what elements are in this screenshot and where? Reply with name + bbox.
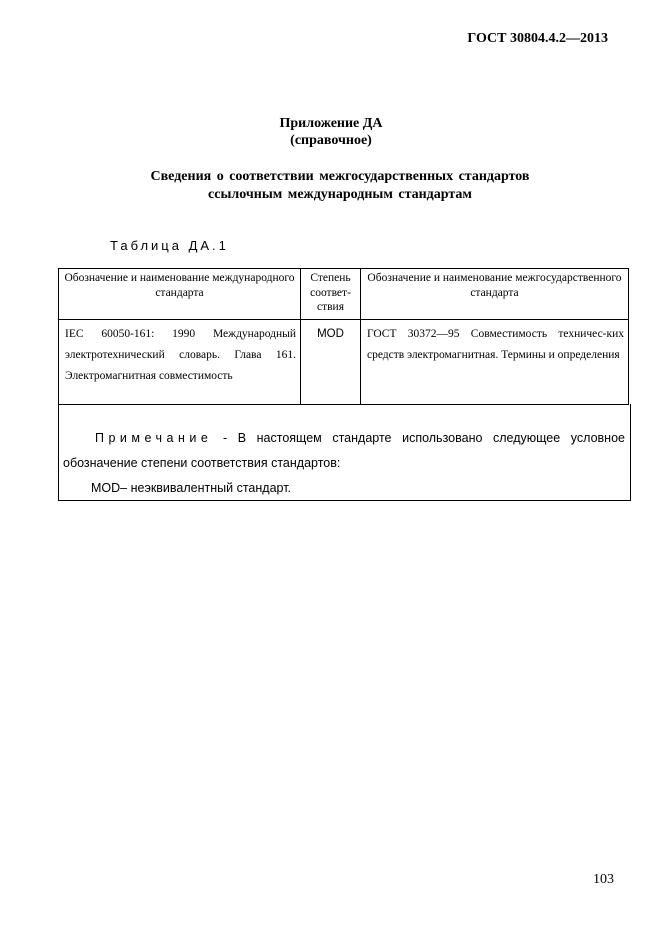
appendix-title: Приложение ДА	[279, 116, 383, 131]
page-number: 103	[593, 872, 614, 887]
header-interstate-standard: Обозначение и наименование межгосударственного стандарта	[361, 269, 629, 320]
note-mod-definition: MOD– неэквивалентный стандарт.	[91, 481, 292, 495]
cell-international-standard: IEC 60050-161: 1990 Международный электротехнический словарь. Глава 161. Электромагнитная совместимость	[59, 319, 301, 404]
correspondence-table	[58, 268, 629, 405]
appendix-subtitle	[0, 168, 662, 204]
table-row	[59, 319, 629, 404]
cell-conformity-degree: MOD	[301, 319, 361, 404]
note-label: Примечание	[95, 431, 213, 445]
appendix-title-block	[0, 115, 662, 149]
note-text: - В настоящем стандарте использовано следующее условное обозначение степени соответствия стандартов:	[63, 431, 625, 470]
header-conformity-degree: Степень соответ-ствия	[301, 269, 361, 320]
cell-interstate-standard: ГОСТ 30372—95 Совместимость техничес-ких средств электромагнитная. Термины и определения	[361, 319, 629, 404]
appendix-kind: (справочное)	[290, 133, 372, 148]
note-paragraph	[63, 426, 625, 476]
document-code: ГОСТ 30804.4.2—2013	[467, 31, 608, 46]
subtitle-line-1: Сведения о соответствии межгосударственных стандартов	[150, 169, 530, 184]
table-header-row	[59, 269, 629, 320]
table-caption: Таблица ДА.1	[110, 238, 229, 253]
table-note	[58, 404, 631, 501]
header-international-standard: Обозначение и наименование международного стандарта	[59, 269, 301, 320]
subtitle-line-2: ссылочным международным стандартам	[208, 187, 472, 202]
